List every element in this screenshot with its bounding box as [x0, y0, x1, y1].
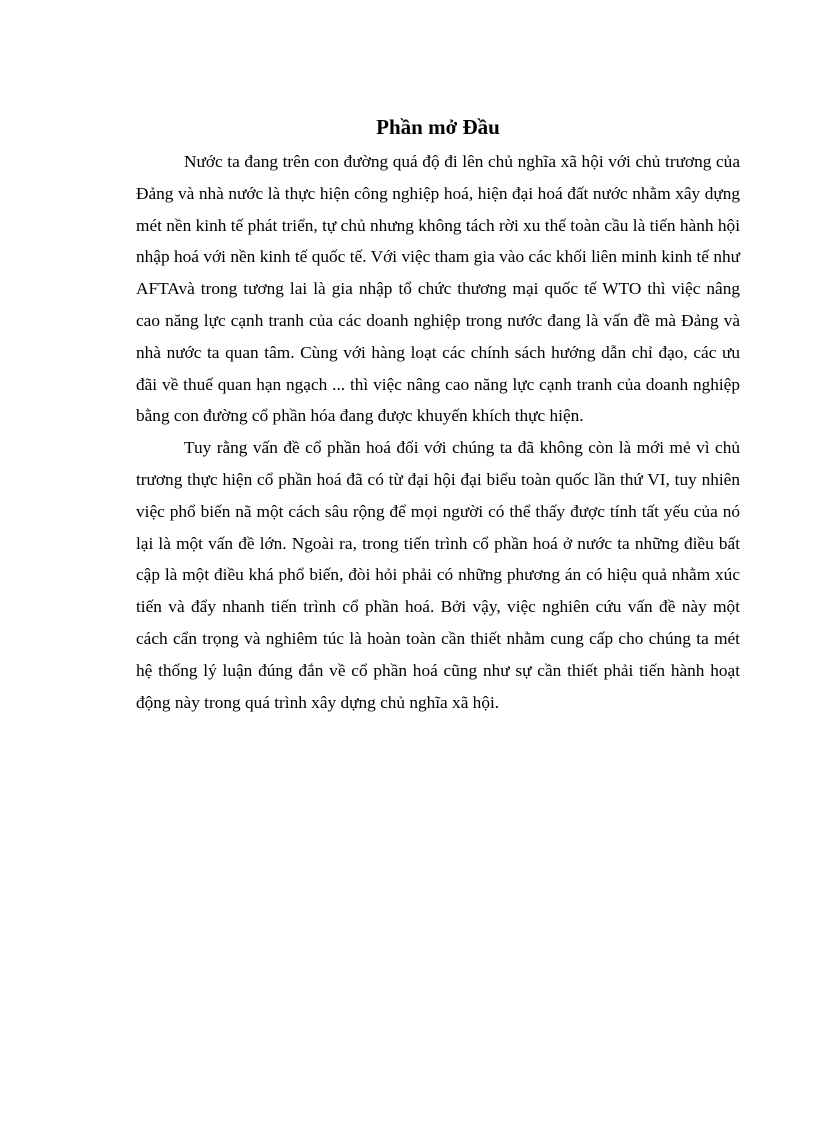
document-body — [136, 112, 740, 718]
paragraph-equitization: Tuy rằng vấn đề cổ phần hoá đối với chúng ta đã không còn là mới mẻ vì chủ trương thực hiện cổ phần hoá đã có từ đại hội đại biểu toàn quốc lần thứ VI, tuy nhiên việc phổ biến nã một cách sâu rộng để mọi người có thể thấy được tính tất yếu của nó lại là một vấn đề lớn. Ngoài ra, trong tiến trình cổ phần hoá ở nước ta những điều bất cập là một điều khá phổ biến, đòi hỏi phải có những phương án có hiệu quả nhằm xúc tiến và đẩy nhanh tiến trình cổ phần hoá. Bởi vậy, việc nghiên cứu vấn đề này một cách cẩn trọng và nghiêm túc là hoàn toàn cần thiết nhằm cung cấp cho chúng ta mét hệ thống lý luận đúng đắn về cổ phần hoá cũng như sự cần thiết phải tiến hành hoạt động này trong quá trình xây dựng chủ nghĩa xã hội. — [136, 438, 740, 712]
paragraph-intro: Nước ta đang trên con đường quá độ đi lên chủ nghĩa xã hội với chủ trương của Đảng và nhà nước là thực hiện công nghiệp hoá, hiện đại hoá đất nước nhằm xây dựng mét nền kinh tế phát triển, tự chủ nhưng không tách rời xu thế toàn cầu là tiến hành hội nhập hoá với nền kinh tế quốc tế. Với việc tham gia vào các khối liên minh kinh tế như AFTAvà trong tương lai là gia nhập tổ chức thương mại quốc tế WTO thì việc nâng cao năng lực cạnh tranh của các doanh nghiệp trong nước đang là vấn đề mà Đảng và nhà nước ta quan tâm. Cùng với hàng loạt các chính sách hướng dẫn chỉ đạo, các ưu đãi về thuế quan hạn ngạch ... thì việc nâng cao năng lực cạnh tranh của doanh nghiệp bằng con đường cổ phần hóa đang được khuyến khích thực hiện. — [136, 152, 740, 426]
page-title: Phần mở Đầu — [376, 115, 500, 139]
